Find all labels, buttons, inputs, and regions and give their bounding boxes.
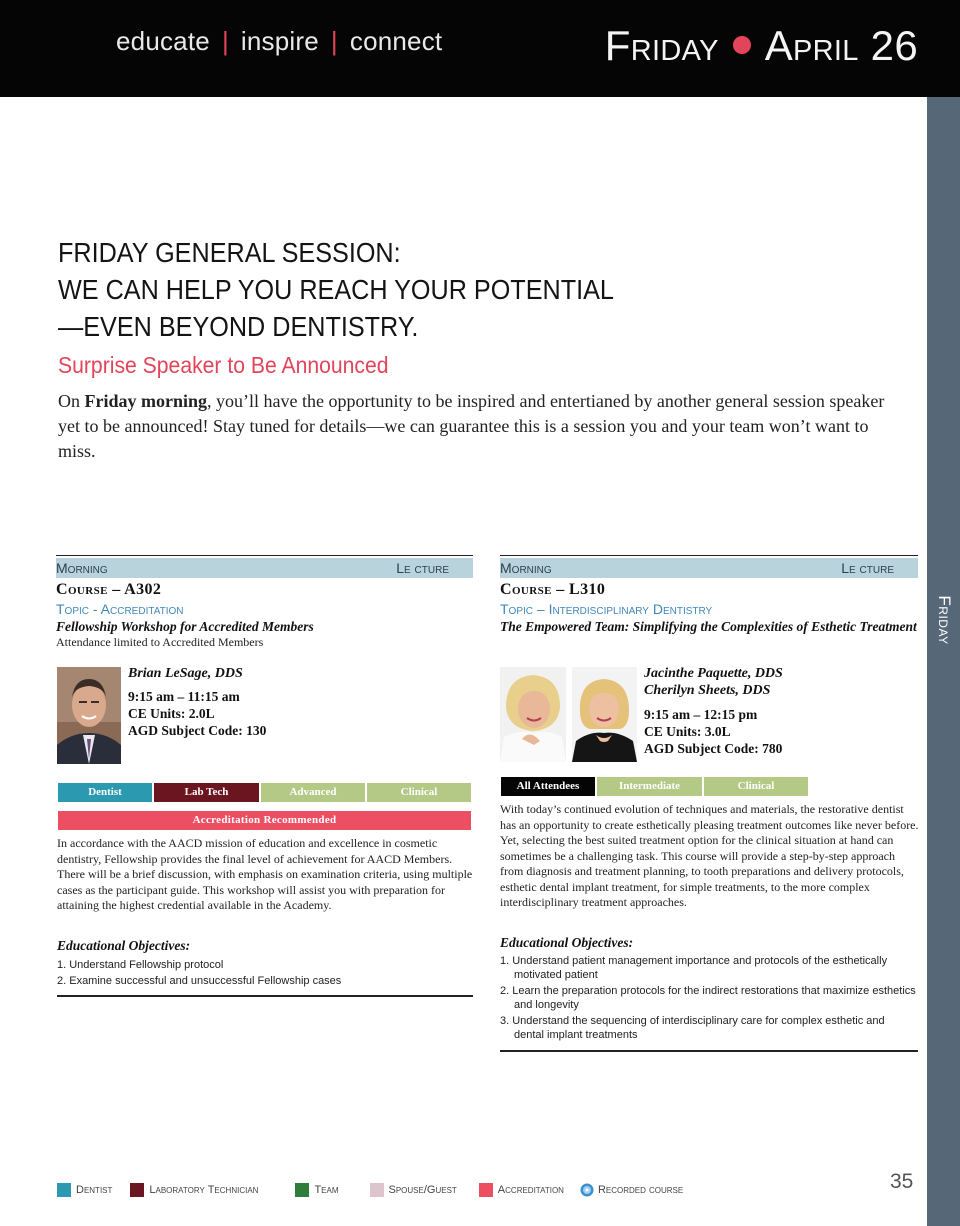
divider	[57, 995, 473, 997]
title-line: WE CAN HELP YOU REACH YOUR POTENTIAL	[58, 274, 614, 305]
objectives-heading: Educational Objectives:	[57, 938, 191, 953]
side-tab-label: Friday	[935, 595, 954, 645]
attendance-note: Attendance limited to Accredited Members	[56, 635, 264, 649]
divider	[500, 1050, 918, 1052]
speaker-photo-jacinthe-paquette	[500, 667, 566, 762]
tagline-separator: |	[221, 26, 229, 56]
objectives-list	[57, 958, 467, 990]
legend-item-dentist: Dentist	[57, 1183, 112, 1197]
tagline-educate: educate	[116, 26, 210, 56]
legend-item-accreditation: Accreditation	[479, 1183, 564, 1197]
legend-item-recorded-course: Recorded course	[580, 1183, 683, 1197]
objective-item: 1. Understand Fellowship protocol	[57, 959, 224, 971]
course-schedule: 9:15 am – 12:15 pm	[644, 707, 758, 722]
legend-swatch	[130, 1183, 144, 1197]
course-time: Morning	[56, 560, 108, 576]
legend-swatch	[370, 1183, 384, 1197]
objective-item: 2. Learn the preparation protocols for the indirect restorations that maximize esthetics and longevity	[500, 985, 916, 1011]
disc-icon	[580, 1183, 594, 1197]
objective-item: 3. Understand the sequencing of interdisciplinary care for complex esthetic and dental implant treatments	[500, 1015, 885, 1041]
legend-swatch	[295, 1183, 309, 1197]
title-line: FRIDAY GENERAL SESSION:	[58, 237, 401, 268]
legend-swatch	[57, 1183, 71, 1197]
date-label: April 26	[764, 22, 918, 69]
course-description: In accordance with the AACD mission of education and excellence in cosmetic dentistry, Fellowship provides the final level of achievement for AACD Members. There will be a brief discussion, with emphasis on examination criteria, using multiple cases as the participant guide. This workshop will assist you with preparation for attaining the highest credential available in the Academy.	[57, 836, 473, 912]
course-band	[56, 558, 473, 578]
objective-item: 2. Examine successful and unsuccessful Fellowship cases	[57, 975, 342, 987]
course-details	[644, 706, 782, 757]
title-line: —EVEN BEYOND DENTISTRY.	[58, 311, 419, 342]
speaker-photo-cherilyn-sheets	[572, 667, 637, 762]
course-code: Course – L310	[500, 581, 606, 598]
tag-dentist: Dentist	[58, 783, 152, 802]
agd-code: AGD Subject Code: 130	[128, 723, 267, 738]
legend-item-lab-tech: Laboratory Technician	[130, 1183, 258, 1197]
agd-code: AGD Subject Code: 780	[644, 741, 783, 756]
speaker-photo-brian-lesage	[57, 667, 121, 764]
tag-intermediate: Intermediate	[597, 777, 702, 796]
page-header	[0, 0, 960, 97]
course-band	[500, 558, 918, 578]
course-code: Course – A302	[56, 581, 162, 598]
legend-swatch	[479, 1183, 493, 1197]
course-card-l310	[500, 555, 918, 634]
speaker-name: Cherilyn Sheets, DDS	[644, 683, 771, 698]
objectives-list	[500, 954, 916, 1044]
date-heading	[605, 22, 918, 70]
objectives-heading: Educational Objectives:	[500, 935, 634, 950]
tagline-inspire: inspire	[240, 26, 319, 56]
course-title: Fellowship Workshop for Accredited Members	[56, 619, 314, 634]
day-label: Friday	[604, 22, 719, 69]
side-tab	[927, 97, 960, 1226]
legend-item-team: Team	[295, 1183, 338, 1197]
course-time: Morning	[500, 560, 552, 576]
tagline-separator: |	[330, 26, 338, 56]
speaker-name: Brian LeSage, DDS	[128, 666, 243, 681]
ce-units: CE Units: 2.0L	[128, 706, 215, 721]
ce-units: CE Units: 3.0L	[644, 724, 731, 739]
tagline	[116, 26, 442, 57]
general-session-speaker: Surprise Speaker to Be Announced	[58, 352, 389, 378]
tagline-connect: connect	[349, 26, 443, 56]
course-topic: Topic - Accreditation	[56, 601, 184, 617]
course-details	[128, 688, 266, 739]
page-number: 35	[890, 1170, 914, 1193]
legend-item-spouse-guest: Spouse/Guest	[370, 1183, 457, 1197]
course-card-a302	[56, 555, 473, 650]
tag-advanced: Advanced	[261, 783, 365, 802]
course-type: Le cture	[841, 560, 894, 576]
divider	[500, 555, 918, 556]
course-title: The Empowered Team: Simplifying the Complexities of Esthetic Treatment	[500, 619, 917, 634]
tag-lab-tech: Lab Tech	[154, 783, 259, 802]
tag-clinical: Clinical	[704, 777, 808, 796]
speaker-names	[644, 665, 783, 699]
accreditation-banner: Accreditation Recommended	[58, 811, 471, 830]
bullet-dot-icon	[733, 36, 751, 54]
course-description: With today’s continued evolution of techniques and materials, the restorative dentist has an opportunity to create esthetically pleasing treatment outcomes like never before. Yet, selecting the best suited treatment option for the clinical situation at hand can sometimes be a challenging task. This course will provide a step-by-step approach from diagnosis and treatment planning, to tooth preparations and delivery protocols, esthetic dental implant treatment, for simple treatments, to the more complex interdisciplinary treatment approaches.	[500, 802, 919, 909]
audience-tags	[58, 783, 471, 802]
tag-all-attendees: All Attendees	[501, 777, 595, 796]
course-type: Le cture	[396, 560, 449, 576]
course-schedule: 9:15 am – 11:15 am	[128, 689, 240, 704]
objective-item: 1. Understand patient management importance and protocols of the esthetically motivated patient	[500, 955, 888, 981]
general-session-description: On Friday morning, you’ll have the opportunity to be inspired and entertianed by another general session speaker yet to be announced! Stay tuned for details—we can guarantee this is a session you and your team won’t want to miss.	[58, 391, 885, 461]
tag-clinical: Clinical	[367, 783, 471, 802]
course-topic: Topic – Interdisciplinary Dentistry	[500, 601, 713, 617]
divider	[56, 555, 473, 556]
speaker-name: Jacinthe Paquette, DDS	[644, 666, 783, 681]
audience-tags	[501, 777, 808, 796]
legend	[57, 1183, 683, 1197]
general-session-title	[58, 234, 614, 345]
